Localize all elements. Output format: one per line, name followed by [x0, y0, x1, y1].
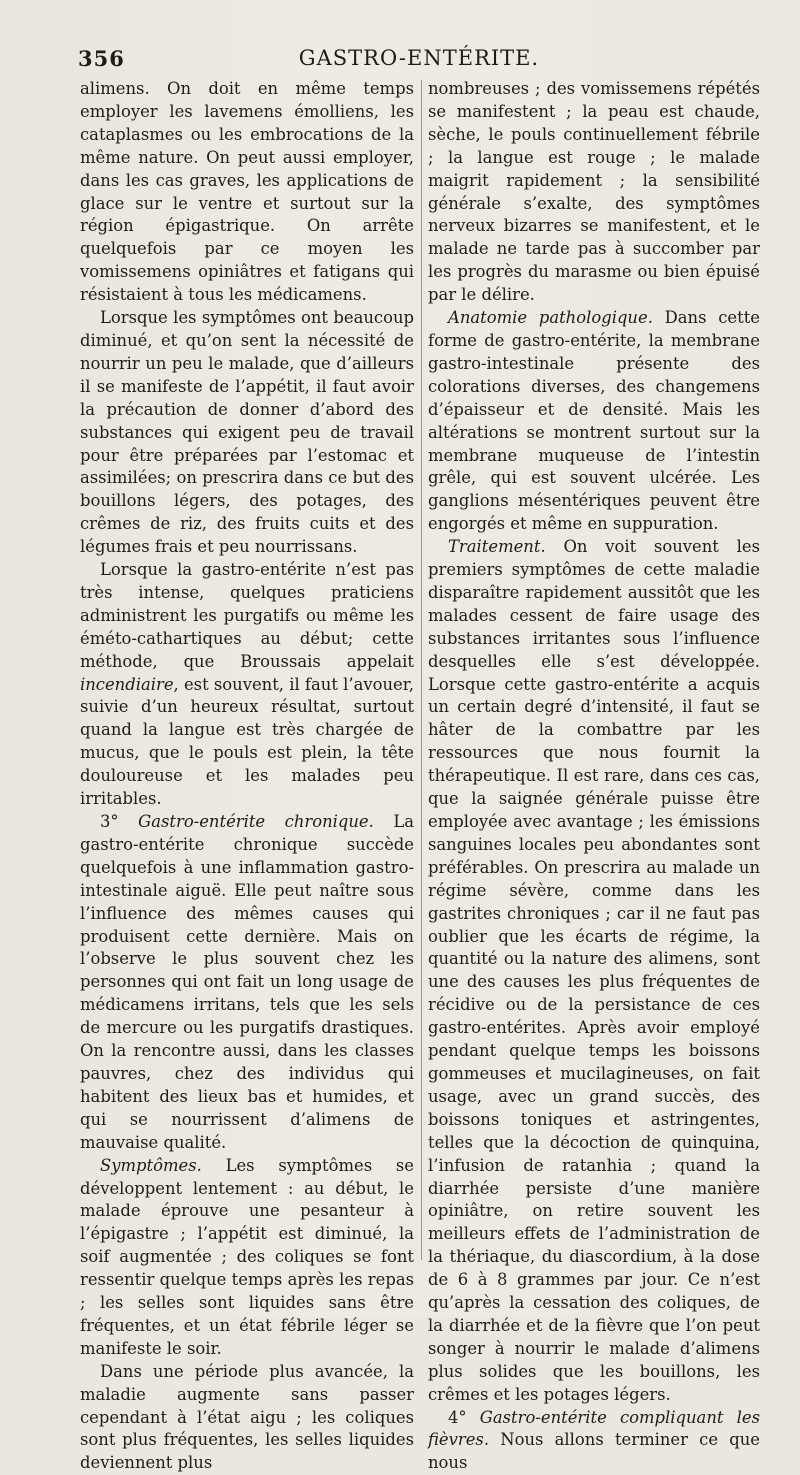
right-column	[428, 78, 760, 1475]
subsection-heading: Anatomie pathologique.	[448, 308, 653, 328]
section-paragraph: Anatomie pathologique. Dans cette forme de gastro-entérite, la membrane gastro-intestinale présente des colorations diverses, des changemens d’épaisseur et de densité. Mais les altérations se montrent surtout sur la membrane muqueuse de l’intestin grêle, qui est souvent ulcérée. Les ganglions mésentériques peuvent être engorgés et même en suppuration.	[428, 308, 760, 534]
section-paragraph: Traitement. On voit souvent les premiers symptômes de cette maladie disparaître rapidement aussitôt que les malades cessent de faire usage des substances irritantes sous l’influence desquelles elle s’est développée. Lorsque cette gastro-entérite a acquis un certain degré d’intensité, il faut se hâter de la combattre par les ressources que nous fournit la thérapeutique. Il est rare, dans ces cas, que la saignée générale puisse être employée avec avantage ; les émissions sanguines locales peu abondantes sont préférables. On prescrira au malade un régime sévère, comme dans les gastrites chroniques ; car il ne faut pas oublier que les écarts de régime, la quantité ou la nature des alimens, sont une des causes les plus fréquentes de récidive ou de la persistance de ces gastro-entérites. Après avoir employé pendant quelque temps les boissons gommeuses et mucilagineuses, on fait usage, avec un grand succès, des boissons toniques et astringentes, telles que la décoction de quinquina, l’infusion de ratanhia ; quand la diarrhée persiste d’une manière opiniâtre, on retire souvent les meilleurs effets de l’administration de la thériaque, du diascordium, à la dose de 6 à 8 grammes par jour. Ce n’est qu’après la cessation des coliques, de la diarrhée et de la fièvre que l’on peut songer à nourrir le malade d’alimens plus solides que les bouillons, les crêmes et les potages légers.	[428, 537, 760, 1404]
section-heading: Gastro-entérite chronique.	[138, 812, 374, 831]
section-paragraph: 4° Gastro-entérite compliquant les fièvres. Nous allons terminer ce que nous	[428, 1407, 760, 1473]
paragraph: Lorsque la gastro-entérite n’est pas très intense, quelques praticiens administrent les purgatifs ou même les éméto-cathartiques au début; cette méthode, que Broussais appelait incendiaire, est souvent, il faut l’avouer, suivie d’un heureux résultat, surtout quand la langue est très chargée de mucus, que le pouls est plein, la tête douloureuse et les malades peu irritables.	[80, 560, 414, 809]
page-number: 356	[78, 46, 125, 71]
subsection-heading: Symptômes.	[100, 1155, 202, 1175]
column-divider	[421, 80, 422, 1260]
paragraph: Dans une période plus avancée, la maladie augmente sans passer cependant à l’état aigu ; les coliques sont plus fréquentes, les selles liquides deviennent plus	[80, 1361, 414, 1473]
running-title: GASTRO-ENTÉRITE.	[298, 46, 540, 70]
paragraph: alimens. On doit en même temps employer les lavemens émolliens, les cataplasmes ou les embrocations de la même nature. On peut aussi employer, dans les cas graves, les applications de glace sur le ventre et surtout sur la région épigastrique. On arrête quelquefois par ce moyen les vomissemens opiniâtres et fatigans qui résistaient à tous les médicamens.	[80, 79, 414, 305]
left-column	[80, 78, 414, 1475]
section-paragraph: 3° Gastro-entérite chronique. La gastro-entérite chronique succède quelquefois à une inflammation gastro-intestinale aiguë. Elle peut naître sous l’influence des mêmes causes qui produisent cette dernière. Mais on l’observe le plus souvent chez les personnes qui ont fait un long usage de médicamens irritans, tels que les sels de mercure ou les purgatifs drastiques. On la rencontre aussi, dans les classes pauvres, chez des individus qui habitent des lieux bas et humides, et qui se nourrissent d’alimens de mauvaise qualité.	[80, 812, 414, 1152]
page-header	[78, 46, 760, 76]
paragraph: nombreuses ; des vomissemens répétés se manifestent ; la peau est chaude, sèche, le pouls continuellement fébrile ; la langue est rouge ; le malade maigrit rapidement ; la sensibilité générale s’exalte, des symptômes nerveux bizarres se manifestent, et le malade ne tarde pas à succomber par les progrès du marasme ou bien épuisé par le délire.	[428, 79, 760, 305]
paragraph: Lorsque les symptômes ont beaucoup diminué, et qu’on sent la nécessité de nourrir un peu le malade, que d’ailleurs il se manifeste de l’appétit, il faut avoir la précaution de donner d’abord des substances qui exigent peu de travail pour être préparées par l’estomac et assimilées; on prescrira dans ce but des bouillons légers, des potages, des crêmes de riz, des fruits cuits et des légumes frais et peu nourrissans.	[80, 308, 414, 557]
italic-term: incendiaire	[80, 674, 174, 694]
section-paragraph: Symptômes. Les symptômes se développent lentement : au début, le malade éprouve une pesanteur à l’épigastre ; l’appétit est diminué, la soif augmentée ; des coliques se font ressentir quelque temps après les repas ; les selles sont liquides sans être fréquentes, et un état fébrile léger se manifeste le soir.	[80, 1155, 414, 1358]
subsection-heading: Traitement.	[448, 537, 546, 557]
section-heading: Gastro-entérite compliquant les fièvres.	[428, 1407, 760, 1450]
